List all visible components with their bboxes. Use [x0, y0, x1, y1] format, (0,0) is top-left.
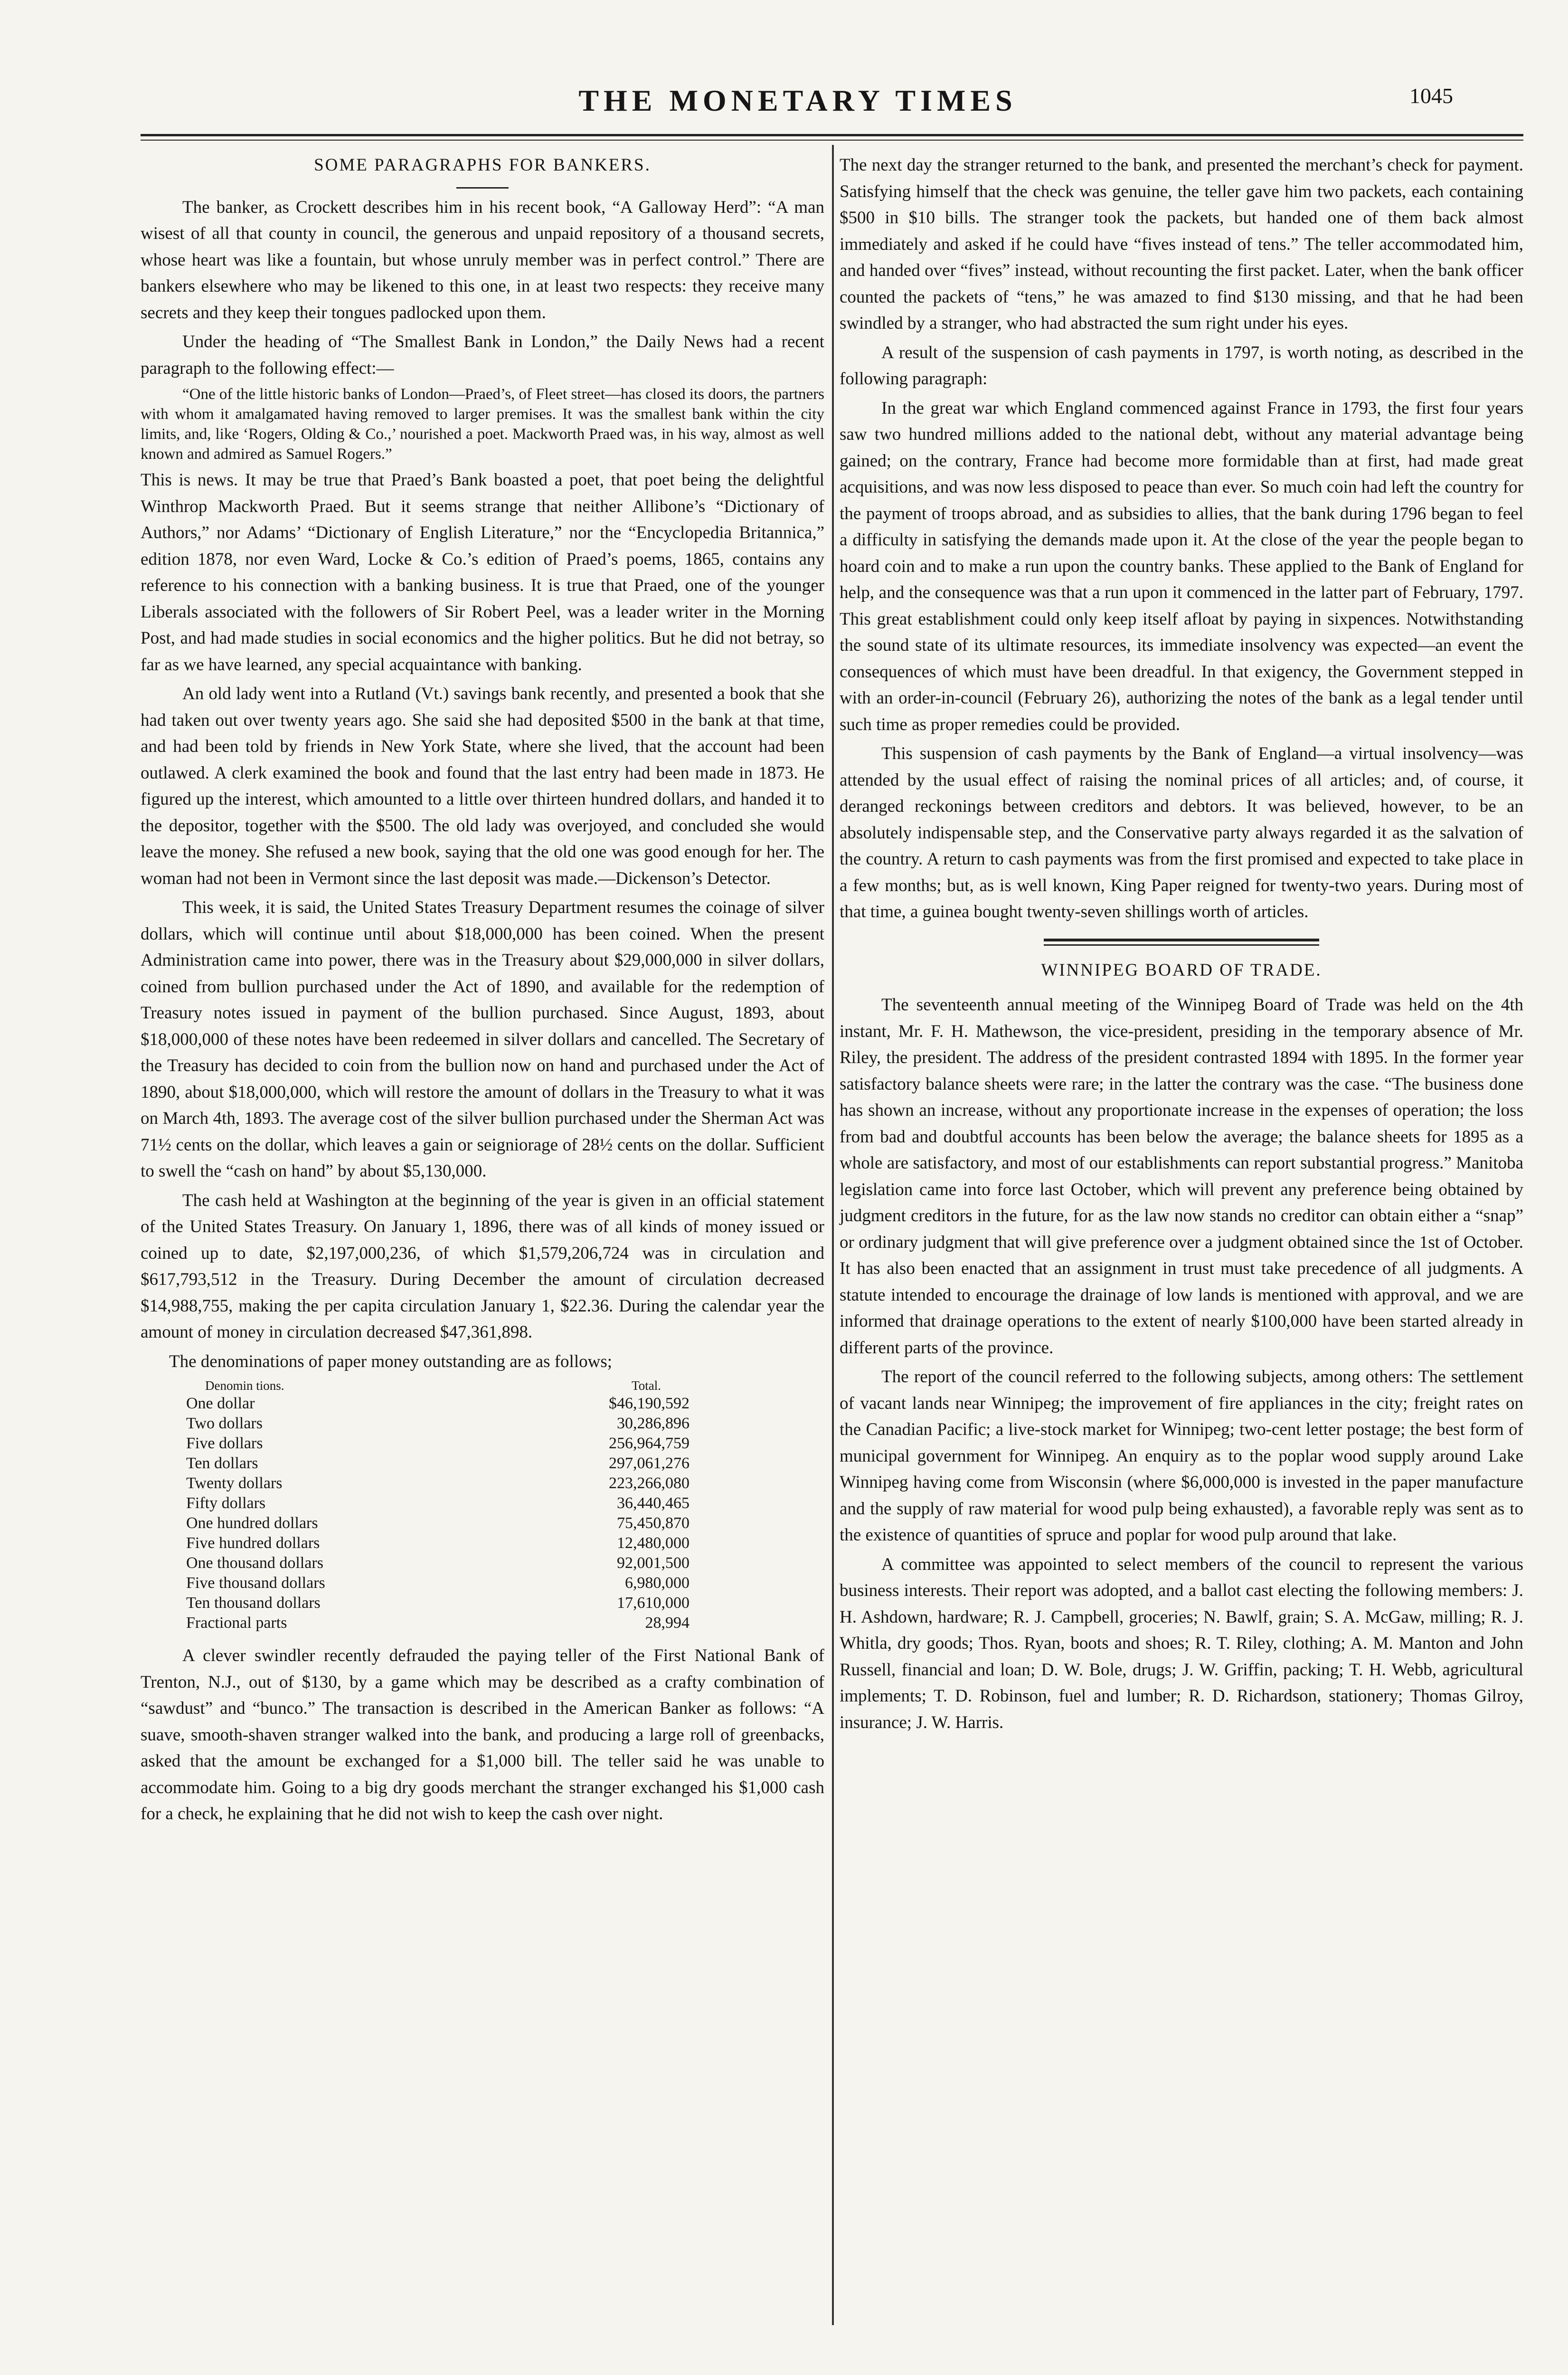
denomination-label: Twenty dollars	[186, 1474, 283, 1492]
column-divider	[832, 145, 834, 2325]
paragraph: An old lady went into a Rutland (Vt.) savings bank recently, and presented a book that she had taken out over twenty years ago. She said she had deposited $500 in the bank at that time, and had been told by friends in New York State, where she lived, that the account had been outlawed. A clerk examined the book and found that the last entry had been made in 1873. He figured up the interest, which amounted to a little over thirteen hundred dollars, and handed it to the depositor, together with the $500. The old lady was overjoyed, and concluded she would leave the money. She refused a new book, saying that the old one was good enough for her. The woman had not been in Vermont since the last deposit was made.—Dickenson’s Detector.	[141, 684, 824, 888]
section-divider	[1044, 939, 1319, 946]
paragraph: This suspension of cash payments by the Bank of England—a virtual insolvency—was attended by the usual effect of raising the nominal prices of all articles; and, of course, it deranged reckonings between creditors and debtors. It was believed, however, to be an absolutely indispensable step, and the Conservative party always regarded it as the salvation of the country. A return to cash payments was from the first promised and expected to take place in a few months; but, as is well known, King Paper reigned for twenty-two years. During most of that time, a guinea bought twenty-seven shillings worth of articles.	[840, 744, 1523, 922]
denomination-total: 75,450,870	[617, 1514, 690, 1532]
denomination-total: 30,286,896	[617, 1415, 690, 1432]
left-column	[141, 152, 824, 1830]
denomination-label: One thousand dollars	[186, 1554, 323, 1572]
paragraph: The banker, as Crockett describes him in his recent book, “A Galloway Herd”: “A man wisest of all that county in council, the generous and unpaid repository of a thousand secrets, whose heart was like a fountain, but whose unruly member was in perfect control.” There are bankers elsewhere who may be likened to this one, in at least two respects: they receive many secrets and they keep their tongues padlocked upon them.	[141, 197, 824, 323]
table-row	[186, 1593, 690, 1613]
denominations-table	[186, 1378, 690, 1633]
paragraph: The denominations of paper money outstanding are as follows;	[169, 1351, 613, 1371]
denomination-total: 17,610,000	[617, 1594, 690, 1612]
table-header-denominations: Denomin tions.	[205, 1378, 284, 1393]
masthead	[142, 83, 1453, 135]
page-number: 1045	[1409, 84, 1453, 108]
denomination-total: 92,001,500	[617, 1554, 690, 1572]
header-rule-thick	[141, 134, 1523, 136]
denomination-total: 12,480,000	[617, 1534, 690, 1552]
denomination-total: 6,980,000	[625, 1574, 690, 1592]
paragraph: This is news. It may be true that Praed’s Bank boasted a poet, that poet being the delightful Winthrop Mackworth Praed. But it seems strange that neither Allibone’s “Dictionary of Authors,” nor Adams’ “Dictionary of English Literature,” nor the “Encyclopedia Britannica,” edition 1878, nor even Ward, Locke & Co.’s edition of Praed’s poems, 1865, contains any reference to his connection with a banking business. It is true that Praed, one of the younger Liberals associated with the followers of Sir Robert Peel, was a leader writer in the Morning Post, and had made studies in social economics and the higher politics. But he did not betray, so far as we have learned, any special acquaintance with banking.	[141, 470, 824, 674]
denomination-label: Fractional parts	[186, 1614, 287, 1632]
denomination-total: 36,440,465	[617, 1494, 690, 1512]
denomination-label: One hundred dollars	[186, 1514, 318, 1532]
table-row	[186, 1454, 690, 1473]
denomination-label: Fifty dollars	[186, 1494, 266, 1512]
header-rule-thin	[141, 140, 1523, 141]
denomination-label: Five thousand dollars	[186, 1574, 325, 1592]
denomination-label: Ten thousand dollars	[186, 1594, 321, 1612]
table-row	[186, 1434, 690, 1454]
denomination-label: Five hundred dollars	[186, 1534, 320, 1552]
paragraph: This week, it is said, the United States Treasury Department resumes the coinage of silver dollars, which will continue until about $18,000,000 has been coined. When the present Administration came into power, there was in the Treasury about $29,000,000 in silver dollars, coined from bullion purchased under the Act of 1890, and available for the redemption of Treasury notes issued in payment of the bullion purchased. Since August, 1893, about $18,000,000 of these notes have been redeemed in silver dollars and cancelled. The Secretary of the Treasury has decided to coin from the bullion now on hand and purchased under the Act of 1890, about $18,000,000, which will restore the amount of dollars in the Treasury to what it was on March 4th, 1893. The average cost of the silver bullion purchased under the Sherman Act was 71½ cents on the dollar, which leaves a gain or seigniorage of 28½ cents on the dollar. Sufficient to swell the “cash on hand” by about $5,130,000.	[141, 898, 824, 1181]
denomination-total: $46,190,592	[609, 1395, 690, 1412]
denomination-label: Ten dollars	[186, 1454, 258, 1472]
table-row	[186, 1493, 690, 1513]
paragraph: The next day the stranger returned to the bank, and presented the merchant’s check for payment. Satisfying himself that the check was genuine, the teller gave him two packets, each containing $500 in $10 bills. The stranger took the packets, but handed one of them back almost immediately and asked if he could have “fives instead of tens.” The teller accommodated him, and handed over “fives” instead, without recounting the first packet. Later, when the bank officer counted the packets of “tens,” he was amazed to find $130 missing, and that he had been swindled by a stranger, who had abstracted the sum right under his eyes.	[840, 155, 1523, 333]
denomination-total: 223,266,080	[609, 1474, 690, 1492]
denomination-label: One dollar	[186, 1395, 255, 1412]
paragraph: A clever swindler recently defrauded the paying teller of the First National Bank of Trenton, N.J., out of $130, by a game which may be described as a crafty combination of “sawdust” and “bunco.” The transaction is described in the American Banker as follows: “A suave, smooth-shaven stranger walked into the bank, and producing a large roll of greenbacks, asked that the amount be exchanged for a $1,000 bill. The teller said he was unable to accommodate him. Going to a big dry goods merchant the stranger exchanged his $1,000 cash for a check, he explaining that he did not wish to keep the cash over night.	[141, 1646, 824, 1824]
denomination-total: 297,061,276	[609, 1454, 690, 1472]
table-row	[186, 1533, 690, 1553]
table-header-total: Total.	[632, 1378, 661, 1393]
denomination-label: Two dollars	[186, 1415, 263, 1432]
paragraph: A result of the suspension of cash payments in 1797, is worth noting, as described in the following paragraph:	[840, 342, 1523, 389]
right-column	[840, 152, 1523, 1738]
table-row	[186, 1394, 690, 1414]
table-row	[186, 1473, 690, 1493]
table-row	[186, 1573, 690, 1593]
block-quote: “One of the little historic banks of London—Praed’s, of Fleet street—has closed its doors, the partners with whom it amalgamated having removed to larger premises. It was the smallest bank within the city limits, and, like ‘Rogers, Olding & Co.,’ nourished a poet. Mackworth Praed was, in his way, almost as well known and admired as Samuel Rogers.”	[141, 386, 824, 463]
publication-title: THE MONETARY TIMES	[578, 84, 1017, 117]
paragraph: In the great war which England commenced against France in 1793, the first four years saw two hundred millions added to the national debt, without any material advantage being gained; on the contrary, France had become more formidable than at first, had made great acquisitions, and was now less disposed to peace than ever. So much coin had left the country for the payment of troops abroad, and as subsidies to allies, that the bank during 1796 began to feel a difficulty in satisfying the demands made upon it. At the close of the year the people began to hoard coin and to make a run upon the country banks. These applied to the Bank of England for help, and the consequence was that a run upon it commenced in the latter part of February, 1797. This great establishment could only keep itself afloat by paying in sixpences. Notwithstanding the sound state of its ultimate resources, its immediate insolvency was expected—an event the consequences of which must have been dreadful. In that exigency, the Government stepped in with an order-in-council (February 26), authorizing the notes of the bank as a legal tender until such time as proper remedies could be provided.	[840, 398, 1523, 734]
denomination-total: 28,994	[645, 1614, 690, 1632]
table-row	[186, 1553, 690, 1573]
heading-rule	[456, 187, 509, 189]
article-heading-winnipeg: WINNIPEG BOARD OF TRADE.	[1041, 960, 1322, 980]
paragraph: Under the heading of “The Smallest Bank in London,” the Daily News had a recent paragraph to the following effect:—	[141, 332, 824, 378]
table-row	[186, 1613, 690, 1633]
paragraph: The report of the council referred to the following subjects, among others: The settlement of vacant lands near Winnipeg; the improvement of fire appliances in the city; freight rates on the Canadian Pacific; a live-stock market for Winnipeg; two-cent letter postage; the best form of municipal government for Winnipeg. An enquiry as to the poplar wood supply around Lake Winnipeg having come from Wisconsin (where $6,000,000 is invested in the paper manufacture and the supply of raw material for wood pulp being exhausted), a favorable reply was sent as to the existence of quantities of spruce and poplar for wood pulp around that lake.	[840, 1367, 1523, 1545]
article-heading-bankers: SOME PARAGRAPHS FOR BANKERS.	[314, 155, 651, 175]
denomination-label: Five dollars	[186, 1434, 263, 1452]
denomination-total: 256,964,759	[609, 1434, 690, 1452]
table-row	[186, 1414, 690, 1434]
table-row	[186, 1513, 690, 1533]
paragraph: The cash held at Washington at the beginning of the year is given in an official statement of the United States Treasury. On January 1, 1896, there was of all kinds of money issued or coined up to date, $2,197,000,236, of which $1,579,206,724 was in circulation and $617,793,512 in the Treasury. During December the amount of circulation decreased $14,988,755, making the per capita circulation January 1, $22.36. During the calendar year the amount of money in circulation decreased $47,361,898.	[141, 1190, 824, 1342]
paragraph: A committee was appointed to select members of the council to represent the various business interests. Their report was adopted, and a ballot cast electing the following members: J. H. Ashdown, hardware; R. J. Campbell, groceries; N. Bawlf, grain; S. A. McGaw, milling; R. J. Whitla, dry goods; Thos. Ryan, boots and shoes; R. T. Riley, clothing; A. M. Manton and John Russell, financial and loan; D. W. Bole, drugs; J. W. Griffin, packing; T. H. Webb, agricultural implements; T. D. Robinson, fuel and lumber; R. D. Richardson, stationery; Thomas Gilroy, insurance; J. W. Harris.	[840, 1554, 1523, 1732]
paragraph: The seventeenth annual meeting of the Winnipeg Board of Trade was held on the 4th instant, Mr. F. H. Mathewson, the vice-president, presiding in the temporary absence of Mr. Riley, the president. The address of the president contrasted 1894 with 1895. In the former year satisfactory balance sheets were rare; in the latter the contrary was the case. “The business done has shown an increase, without any proportionate increase in the expenses of operation; the loss from bad and doubtful accounts has been below the average; the balance sheets for 1895 as a whole are satisfactory, and most of our establishments can report substantial progress.” Manitoba legislation came into force last October, which will prevent any preference being obtained by judgment creditors in the future, for as the law now stands no creditor can obtain either a “snap” or ordinary judgment that will give preference over a judgment obtained since the 1st of October. It has also been enacted that an assignment in trust must take precedence of all judgments. A statute intended to encourage the drainage of low lands is mentioned with approval, and we are informed that drainage operations to the extent of nearly $100,000 have been started already in different parts of the province.	[840, 995, 1523, 1358]
